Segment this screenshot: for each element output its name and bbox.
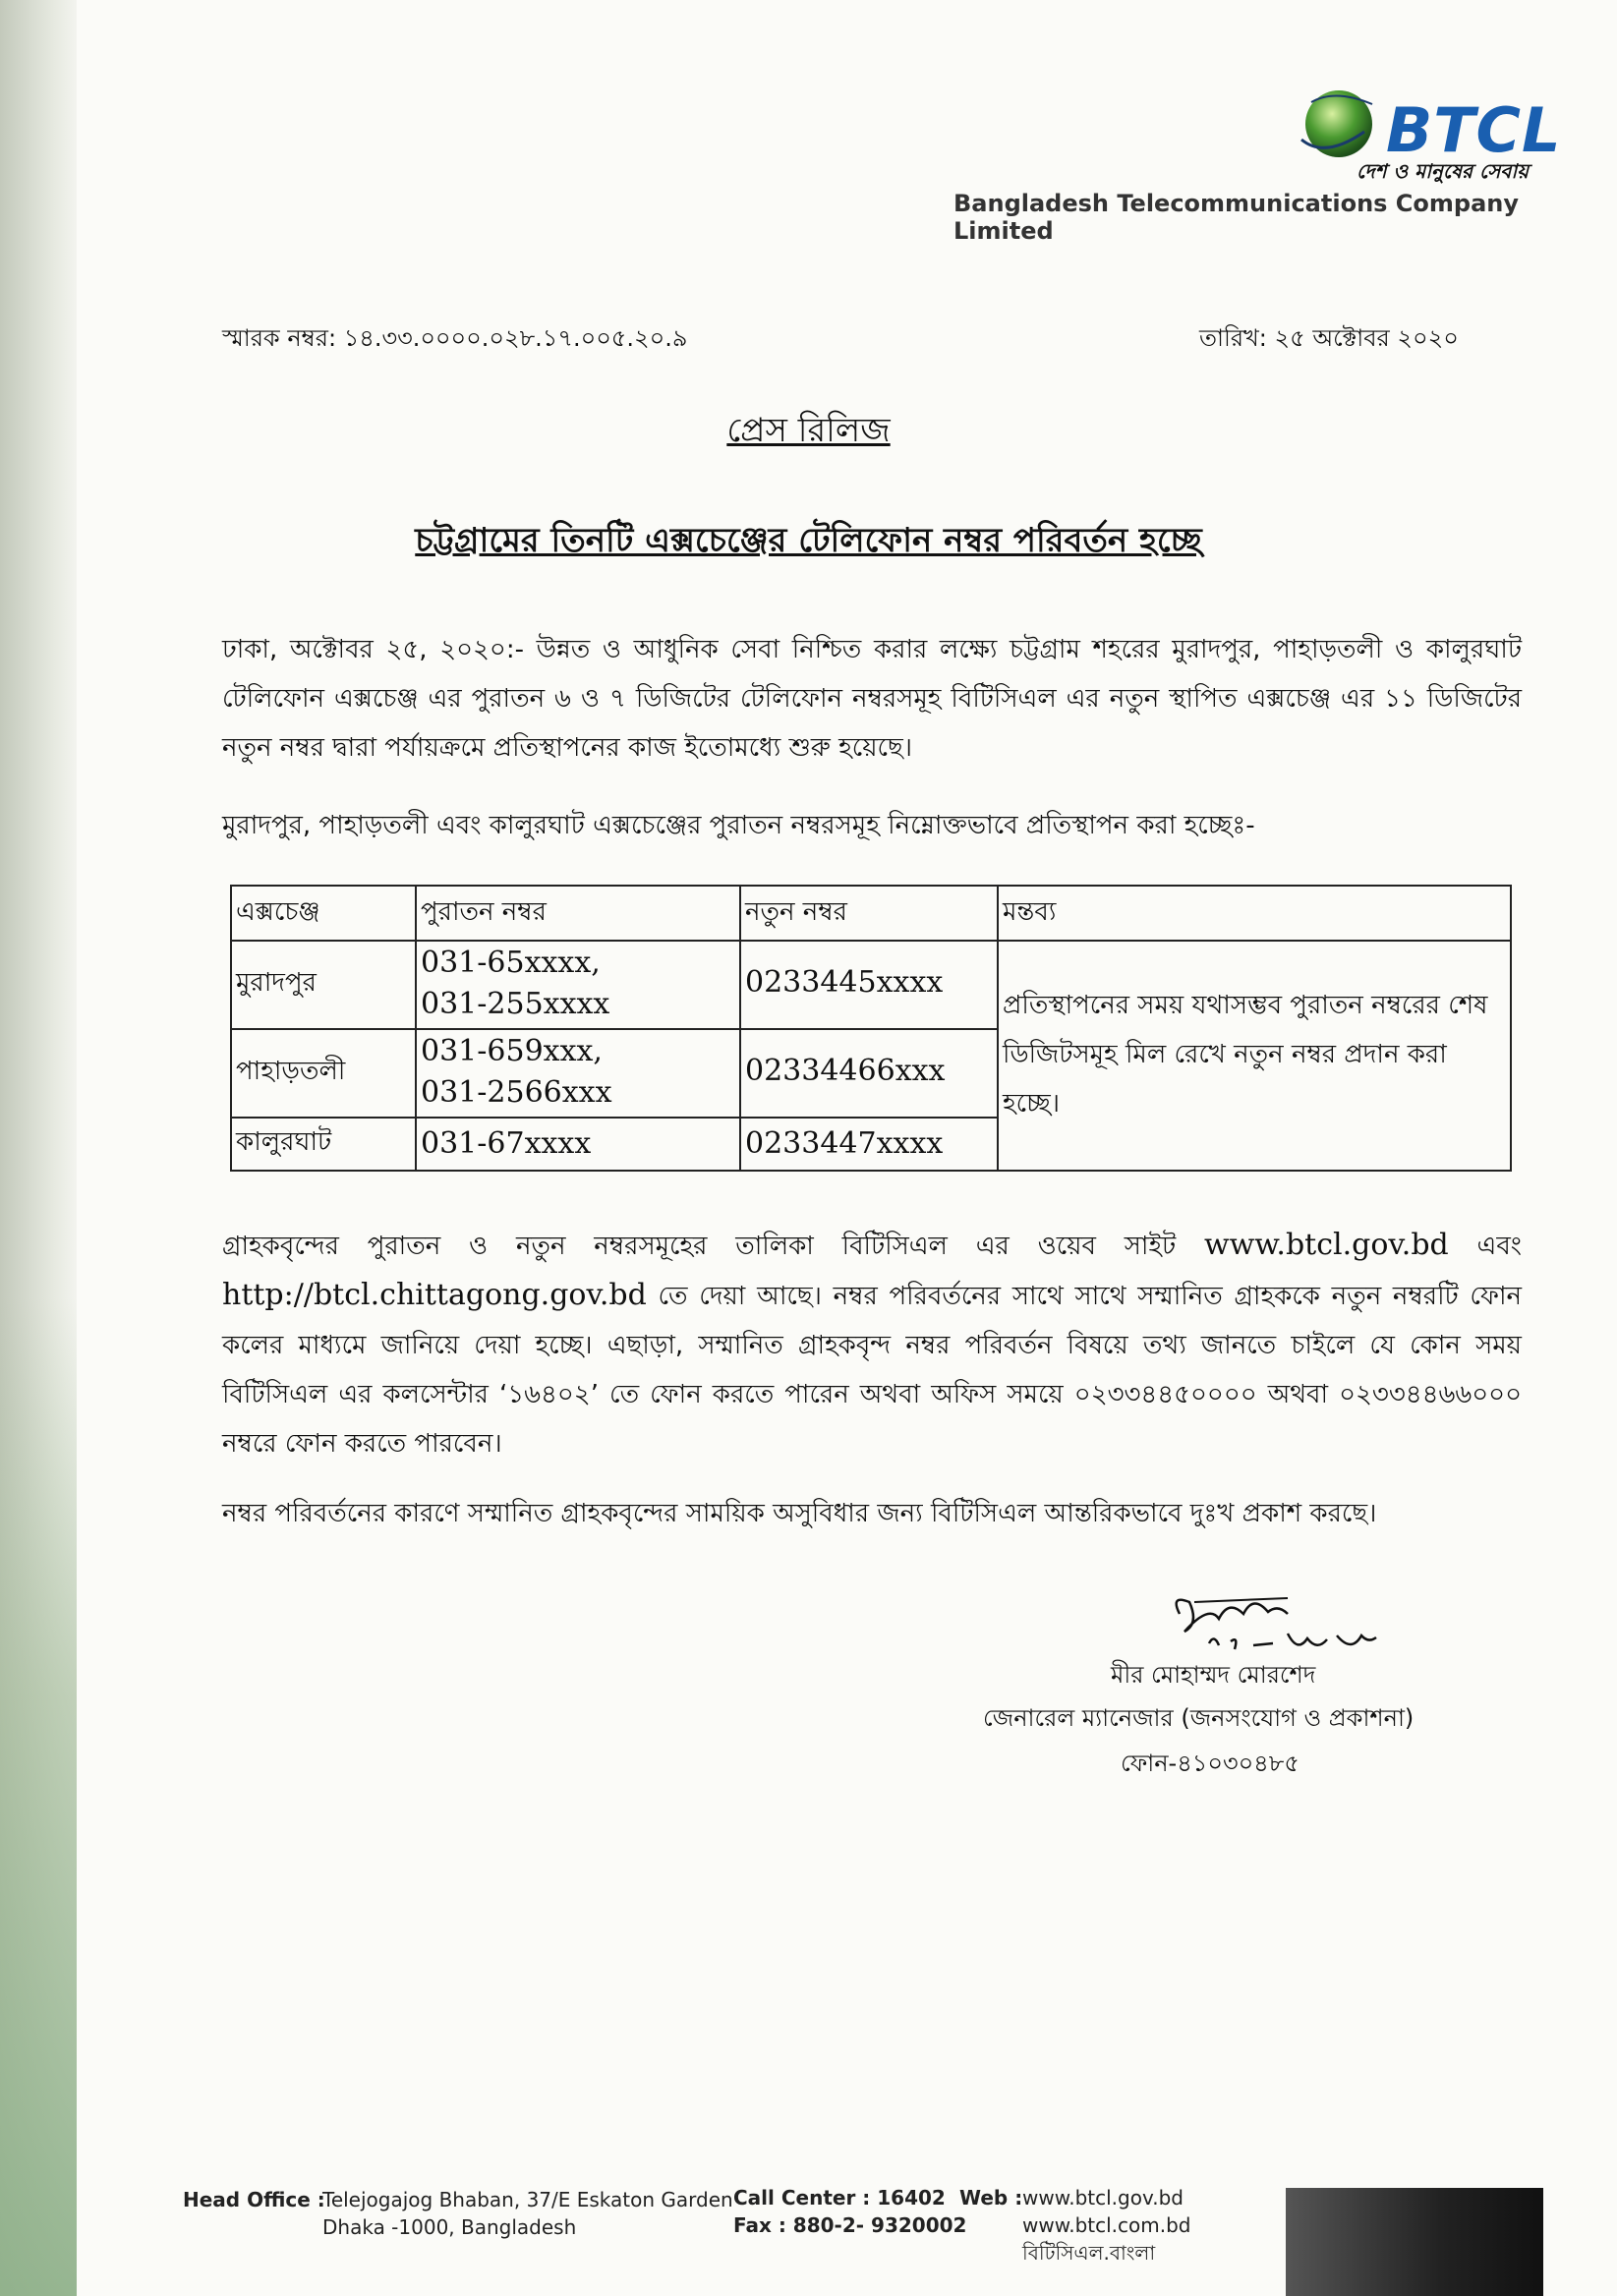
press-release-title: প্রেস রিলিজ	[726, 411, 891, 450]
paragraph-text: এবং	[1448, 1232, 1522, 1261]
company-name: Bangladesh Telecommunications Company Limited	[953, 190, 1520, 245]
headline: চট্টগ্রামের তিনটি এক্সচেঞ্জের টেলিফোন নম্বর পরিবর্তন হচ্ছে	[415, 521, 1202, 560]
paragraph-intro: ঢাকা, অক্টোবর ২৫, ২০২০:- উন্নত ও আধুনিক সেবা নিশ্চিত করার লক্ষ্যে চট্টগ্রাম শহরের মুরাদপুর, পাহাড়তলী ও কালুরঘাট টেলিফোন এক্সচেঞ্জ এর পুরাতন ৬ ও ৭ ডিজিটের টেলিফোন নম্বরসমূহ বিটিসিএল এর নতুন স্থাপিত এক্সচেঞ্জ এর ১১ ডিজিটের নতুন নম্বর দ্বারা পর্যায়ক্রমে প্রতিস্থাপনের কাজ ইতোমধ্যে শুরু হয়েছে।	[222, 635, 1522, 763]
table-cell-old-number: 031-2566xxx	[421, 1075, 612, 1110]
btcl-chittagong-link[interactable]: http://btcl.chittagong.gov.bd	[222, 1278, 647, 1312]
logo-tagline: দেশ ও মানুষের সেবায়	[1357, 159, 1530, 183]
footer-address-line2: Dhaka -1000, Bangladesh	[322, 2215, 577, 2239]
table-header-remark: মন্তব্য	[1003, 897, 1057, 927]
footer-call-center: Call Center : 16402	[733, 2186, 946, 2210]
memo-number: স্মারক নম্বর: ১৪.৩৩.০০০০.০২৮.১৭.০০৫.২০.৯	[222, 324, 688, 352]
paragraph-text: তে দেয়া আছে। নম্বর পরিবর্তনের সাথে সাথে সম্মানিত গ্রাহককে নতুন নম্বরটি ফোন কলের মাধ্যমে জানিয়ে দেয়া হচ্ছে। এছাড়া, সম্মানিত গ্রাহকবৃন্দ নম্বর পরিবর্তন বিষয়ে তথ্য জানতে চাইলে যে কোন সময় বিটিসিএল এর কলসেন্টার ‘১৬৪০২’ তে ফোন করতে পারেন অথবা অফিস সময়ে ০২৩৩৪৪৫০০০০ অথবা ০২৩৩৪৪৬৬০০০ নম্বরে ফোন করতে পারবেন।	[222, 1282, 1522, 1459]
paragraph-apology: নম্বর পরিবর্তনের কারণে সম্মানিত গ্রাহকবৃন্দের সাময়িক অসুবিধার জন্য বিটিসিএল আন্তরিকভাবে দুঃখ প্রকাশ করছে।	[222, 1499, 1377, 1528]
table-divider	[232, 1117, 999, 1119]
btcl-globe-logo-icon	[1296, 83, 1378, 165]
paragraph-table-intro: মুরাদপুর, পাহাড়তলী এবং কালুরঘাট এক্সচেঞ্জের পুরাতন নম্বরসমূহ নিম্নোক্তভাবে প্রতিস্থাপন করা হচ্ছেঃ-	[222, 811, 1255, 840]
table-header-new-number: নতুন নম্বর	[745, 897, 847, 927]
table-cell-new-number: 02334466xxx	[745, 1054, 946, 1088]
footer-web-label: Web :	[959, 2186, 1023, 2210]
btcl-logo-text: BTCL	[1386, 94, 1562, 166]
table-cell-exchange: পাহাড়তলী	[236, 1057, 346, 1086]
table-cell-old-number: 031-67xxxx	[421, 1126, 592, 1161]
btcl-website-link[interactable]: www.btcl.gov.bd	[1203, 1228, 1449, 1262]
table-cell-exchange: কালুরঘাট	[236, 1127, 332, 1157]
footer-dark-decoration	[1286, 2188, 1543, 2296]
table-header-old-number: পুরাতন নম্বর	[421, 897, 547, 927]
table-cell-remark: প্রতিস্থাপনের সময় যথাসম্ভব পুরাতন নম্বরের শেষ ডিজিটসমূহ মিল রেখে নতুন নম্বর প্রদান করা হচ্ছে।	[1003, 991, 1488, 1119]
table-cell-new-number: 0233445xxxx	[745, 965, 944, 1000]
footer-web-link[interactable]: www.btcl.gov.bd	[1022, 2186, 1184, 2210]
signatory-name: মীর মোহাম্মদ মোরশেদ	[1111, 1661, 1316, 1689]
footer-address-line1: Telejogajog Bhaban, 37/E Eskaton Garden	[322, 2188, 733, 2211]
table-cell-new-number: 0233447xxxx	[745, 1126, 944, 1161]
table-cell-exchange: মুরাদপুর	[236, 968, 317, 998]
paragraph-text: গ্রাহকবৃন্দের পুরাতন ও নতুন নম্বরসমূহের তালিকা বিটিসিএল এর ওয়েব সাইট	[222, 1232, 1204, 1261]
table-header-exchange: এক্সচেঞ্জ	[236, 897, 320, 927]
table-cell-old-number: 031-659xxx,	[421, 1034, 603, 1068]
table-cell-old-number: 031-255xxxx	[421, 987, 610, 1021]
table-divider	[232, 1028, 999, 1030]
footer-fax: Fax : 880-2- 9320002	[733, 2213, 967, 2237]
footer-web-link[interactable]: বিটিসিএল.বাংলা	[1022, 2241, 1156, 2265]
memo-date: তারিখ: ২৫ অক্টোবর ২০২০	[1199, 324, 1459, 352]
number-replacement-table	[230, 885, 1512, 1172]
signatory-phone: ফোন-৪১০৩০৪৮৫	[1121, 1750, 1299, 1777]
left-margin-gradient	[0, 1297, 77, 2296]
footer-head-office-label: Head Office :	[183, 2188, 325, 2211]
paragraph-info	[222, 1221, 1522, 1468]
footer-web-link[interactable]: www.btcl.com.bd	[1022, 2213, 1191, 2237]
table-cell-old-number: 031-65xxxx,	[421, 946, 601, 980]
signatory-title: জেনারেল ম্যানেজার (জনসংযোগ ও প্রকাশনা)	[983, 1704, 1415, 1732]
